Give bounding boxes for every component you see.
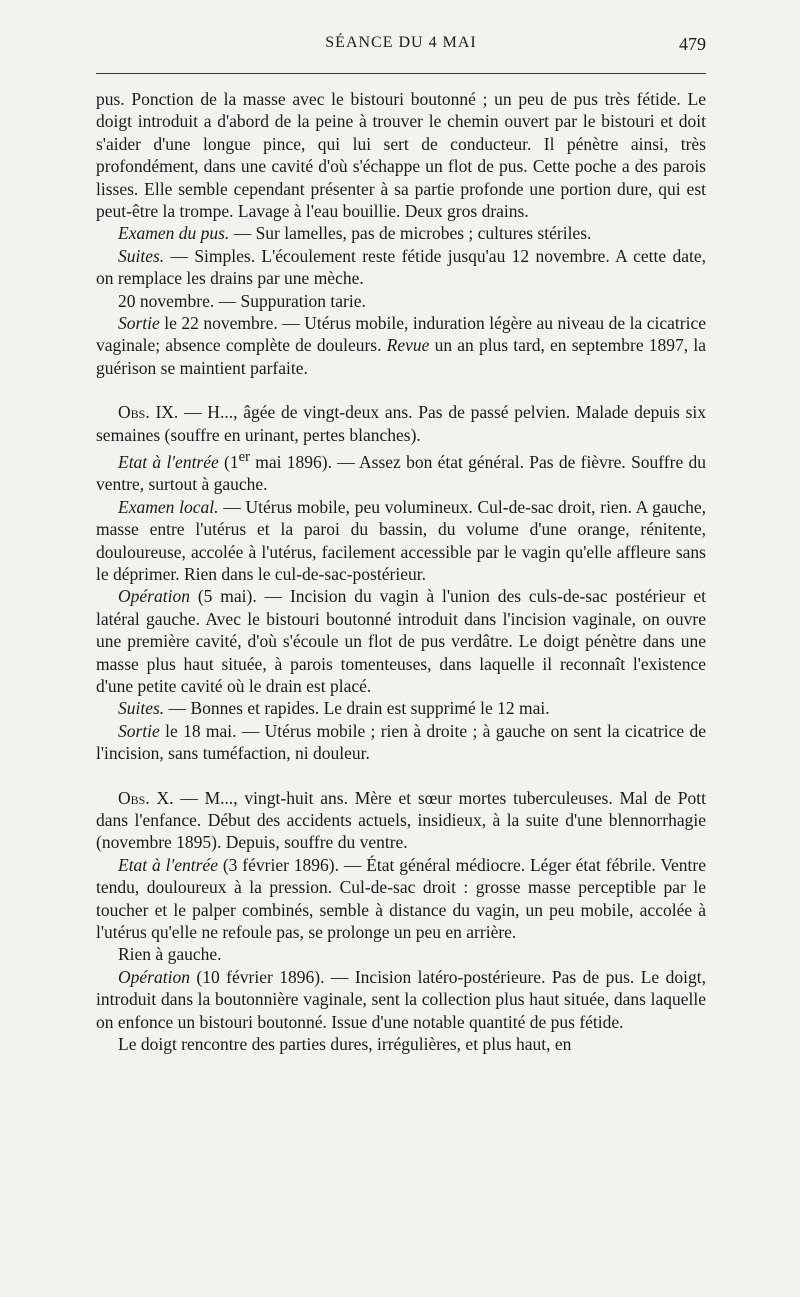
paragraph-text: Le doigt rencontre des parties dures, irrégulières, et plus haut, en <box>118 1034 572 1055</box>
paragraph <box>96 446 706 496</box>
paragraph <box>96 943 706 965</box>
observation-heading <box>96 787 706 854</box>
spacer <box>96 379 706 401</box>
section-label: Suites. <box>118 698 165 719</box>
paragraph-text: pus. Ponction de la masse avec le bistouri boutonné ; un peu de pus très fétide. Le doigt introduit a d'abord de la peine à trouver le chemin ouvert par le bistouri et doit s'aider d'une longue pince, qui lui sert de conducteur. Il pénètre ainsi, très profondément, dans une cavité d'où s'échappe un flot de pus. Cette poche a des parois lisses. Elle semble cependant présenter à sa partie profonde une portion dure, qui est peut-être la trompe. Lavage à l'eau bouillie. Deux gros drains. <box>96 89 706 222</box>
paragraph-text: mai 1896). — Assez bon état général. Pas de fièvre. Souffre du ventre, surtout à gauche. <box>96 451 706 495</box>
section-label: Suites. <box>118 245 165 266</box>
paragraph <box>96 1033 706 1055</box>
paragraph-text: — Utérus mobile, peu volumineux. Cul-de-sac droit, rien. A gauche, masse entre l'utérus et la paroi du bassin, du volume d'une orange, rénitente, douloureuse, accolée à l'utérus, facilement accessible par le vagin qu'elle affleure sans le déprimer. Rien dans le cul-de-sac-postérieur. <box>96 496 706 584</box>
paragraph <box>96 88 706 222</box>
paragraph <box>96 245 706 290</box>
section-label: Etat à l'entrée <box>118 451 219 472</box>
paragraph <box>96 222 706 244</box>
paragraph-text: (3 février 1896). — État général médiocre. Léger état fébrile. Ventre tendu, douloureux à la pression. Cul-de-sac droit : grosse masse perceptible par le toucher et le palper combinés, semble à distance du vagin, un peu mobile, accolée à l'utérus qu'elle ne refoule pas, se prolonge un peu en arrière. <box>96 854 706 943</box>
paragraph-text: — M..., vingt-huit ans. Mère et sœur mortes tuberculeuses. Mal de Pott dans l'enfance. Début des accidents actuels, insidieux, à la suite d'une blennorrhagie (novembre 1895). Depuis, souffre du ventre. <box>96 787 706 853</box>
paragraph <box>96 697 706 719</box>
page-header <box>96 34 706 56</box>
observation-label: Obs. IX. <box>118 402 179 423</box>
paragraph-text: le 22 novembre. — Utérus mobile, induration légère au niveau de la cicatrice vaginale; absence complète de douleurs. <box>96 313 706 356</box>
paragraph <box>96 854 706 944</box>
section-label: Sortie <box>118 720 160 741</box>
section-label: Etat à l'entrée <box>118 854 218 875</box>
paragraph-text: — Simples. L'écoulement reste fétide jusqu'au 12 novembre. A cette date, on remplace les drains par une mèche. <box>96 245 706 289</box>
paragraph <box>96 290 706 312</box>
paragraph <box>96 496 706 586</box>
paragraph <box>96 585 706 697</box>
paragraph-text: (10 février 1896). — Incision latéro-postérieure. Pas de pus. Le doigt, introduit dans la boutonnière vaginale, sent la collection plus haut située, dans laquelle on enfonce un bistouri boutonné. Issue d'une notable quantité de pus fétide. <box>96 966 706 1032</box>
paragraph-text: (1 <box>218 451 239 472</box>
spacer <box>96 765 706 787</box>
section-label: Examen du pus. <box>118 223 230 244</box>
paragraph-text: — Bonnes et rapides. Le drain est supprimé le 12 mai. <box>164 698 550 719</box>
observation-label: Obs. X. <box>118 787 174 808</box>
paragraph-text: — Sur lamelles, pas de microbes ; cultures stériles. <box>229 223 592 244</box>
paragraph-text: — H..., âgée de vingt-deux ans. Pas de passé pelvien. Malade depuis six semaines (souffre en urinant, pertes blanches). <box>96 402 707 445</box>
section-label: Revue <box>386 335 430 356</box>
paragraph <box>96 312 706 379</box>
section-label: Examen local. <box>118 496 219 517</box>
running-title: SÉANCE DU 4 MAI <box>325 34 477 51</box>
superscript: er <box>238 449 250 466</box>
body-text <box>96 88 706 1055</box>
paragraph <box>96 966 706 1033</box>
paragraph-text: (5 mai). — Incision du vagin à l'union des culs-de-sac postérieur et latéral gauche. Avec le bistouri boutonné introduit dans l'incision vaginale, on ouvre une première cavité, d'où s'écoule un flot de pus verdâtre. Le doigt pénètre dans une masse plus haut située, à parois tomenteuses, dans laquelle il reconnaît l'existence d'une petite cavité où le drain est placé. <box>96 586 706 696</box>
section-label: Sortie <box>118 313 160 334</box>
paragraph-text: un an plus tard, en septembre 1897, la guérison se maintient parfaite. <box>96 335 706 378</box>
paragraph-text: Rien à gauche. <box>118 944 222 965</box>
page-number: 479 <box>679 34 706 54</box>
paragraph <box>96 720 706 765</box>
header-rule <box>96 73 706 74</box>
paragraph-text: le 18 mai. — Utérus mobile ; rien à droite ; à gauche on sent la cicatrice de l'incision, sans tuméfaction, ni douleur. <box>96 720 706 764</box>
observation-heading <box>96 401 706 446</box>
paragraph-text: 20 novembre. — Suppuration tarie. <box>118 290 366 311</box>
section-label: Opération <box>118 966 190 987</box>
section-label: Opération <box>118 586 190 607</box>
